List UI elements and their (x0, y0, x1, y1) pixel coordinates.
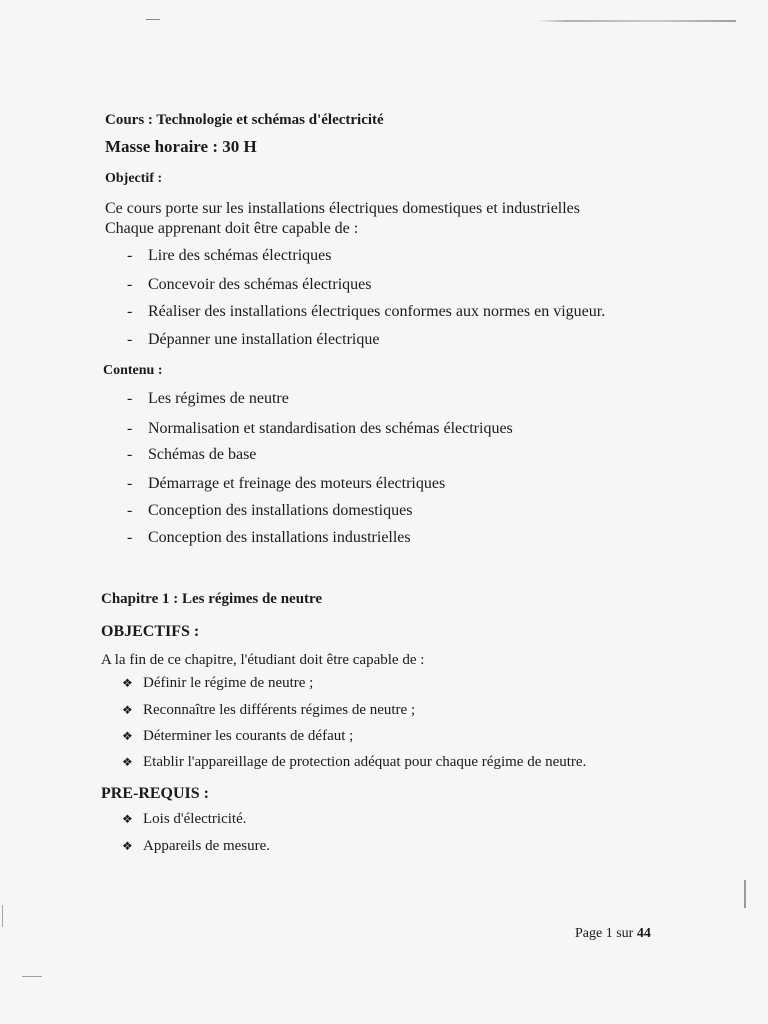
list-item (127, 248, 331, 264)
list-item-text: Les régimes de neutre (148, 390, 289, 407)
scan-artifact (146, 19, 160, 20)
dash-bullet: - (127, 303, 133, 320)
dash-bullet: - (127, 475, 133, 492)
list-item (122, 703, 415, 718)
objective-heading: Objectif : (105, 171, 163, 186)
list-item (122, 812, 247, 827)
list-item-text: Définir le régime de neutre ; (143, 675, 314, 691)
dash-bullet: - (127, 502, 133, 519)
list-item-text: Normalisation et standardisation des schémas électriques (148, 420, 513, 437)
list-item (127, 421, 513, 437)
diamond-bullet-icon: ❖ (122, 729, 133, 743)
list-item-text: Schémas de base (148, 446, 257, 463)
chapter-intro: A la fin de ce chapitre, l'étudiant doit être capable de : (101, 652, 425, 668)
objective-intro-line: Ce cours porte sur les installations électriques domestiques et industrielles (105, 200, 581, 217)
list-item-text: Etablir l'appareillage de protection adéquat pour chaque régime de neutre. (143, 754, 587, 770)
content-heading: Contenu : (103, 363, 163, 378)
course-title: Cours : Technologie et schémas d'électricité (105, 112, 384, 128)
list-item-text: Démarrage et freinage des moteurs électriques (148, 475, 446, 492)
diamond-bullet-icon: ❖ (122, 676, 133, 690)
list-item (127, 391, 289, 407)
chapter-objectives-heading: OBJECTIFS : (101, 623, 200, 640)
list-item-text: Concevoir des schémas électriques (148, 276, 372, 293)
dash-bullet: - (127, 390, 133, 407)
chapter-title: Chapitre 1 : Les régimes de neutre (101, 591, 323, 607)
dash-bullet: - (127, 420, 133, 437)
objective-intro-line: Chaque apprenant doit être capable de : (105, 220, 359, 237)
list-item (127, 476, 445, 492)
page-total: 44 (636, 926, 651, 941)
list-item-text: Réaliser des installations électriques conformes aux normes en vigueur. (148, 303, 606, 320)
dash-bullet: - (127, 276, 133, 293)
dash-bullet: - (127, 331, 133, 348)
page-number (575, 927, 651, 941)
list-item (122, 729, 353, 744)
scan-artifact (2, 905, 3, 927)
scan-artifact (22, 976, 42, 977)
list-item (122, 755, 586, 770)
list-item (127, 530, 411, 546)
list-item-text: Conception des installations domestiques (148, 502, 413, 519)
diamond-bullet-icon: ❖ (122, 703, 133, 717)
list-item-text: Déterminer les courants de défaut ; (143, 728, 354, 744)
scan-artifact (536, 20, 736, 22)
list-item (127, 503, 412, 519)
scan-artifact (744, 880, 746, 908)
dash-bullet: - (127, 446, 133, 463)
list-item (127, 447, 256, 463)
list-item-text: Reconnaître les différents régimes de neutre ; (143, 702, 416, 718)
list-item (122, 676, 313, 691)
list-item-text: Appareils de mesure. (143, 838, 271, 854)
dash-bullet: - (127, 247, 133, 264)
list-item (127, 277, 371, 293)
diamond-bullet-icon: ❖ (122, 755, 133, 769)
list-item-text: Conception des installations industrielles (148, 529, 411, 546)
list-item-text: Lire des schémas électriques (148, 247, 332, 264)
list-item-text: Lois d'électricité. (143, 811, 247, 827)
list-item (122, 839, 270, 854)
list-item (127, 304, 605, 320)
list-item-text: Dépanner une installation électrique (148, 331, 380, 348)
dash-bullet: - (127, 529, 133, 546)
diamond-bullet-icon: ❖ (122, 839, 133, 853)
diamond-bullet-icon: ❖ (122, 812, 133, 826)
page-number-prefix: Page 1 sur (575, 926, 637, 941)
prerequisites-heading: PRE-REQUIS : (101, 785, 210, 802)
course-hours: Masse horaire : 30 H (105, 137, 257, 156)
list-item (127, 332, 379, 348)
